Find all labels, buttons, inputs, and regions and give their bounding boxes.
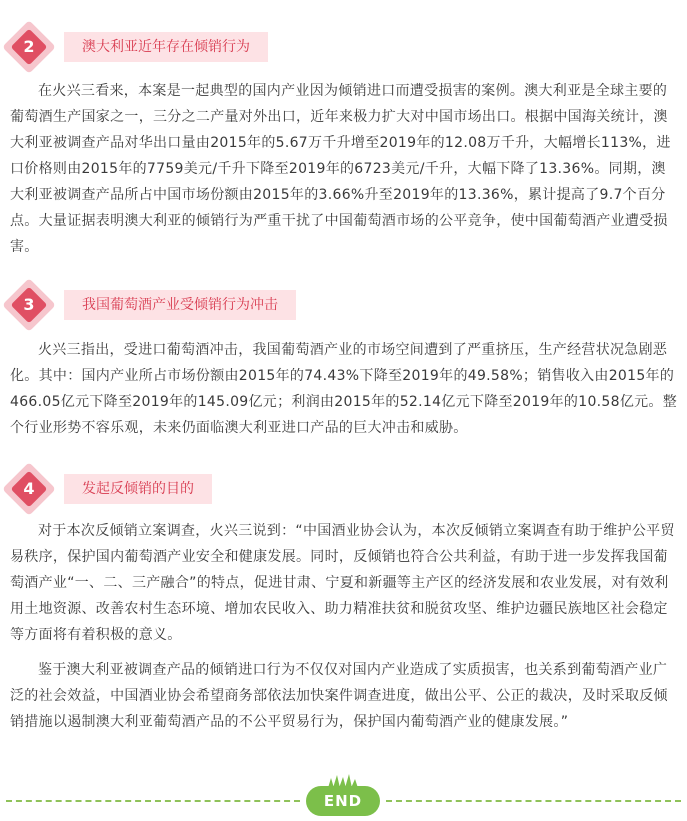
section-number: 2	[23, 37, 35, 56]
section-title: 我国葡萄酒产业受倾销行为冲击	[64, 290, 296, 320]
section-number: 3	[23, 295, 35, 314]
paragraph: 火兴三指出，受进口葡萄酒冲击，我国葡萄酒产业的市场空间遭到了严重挤压，生产经营状况急剧恶化。其中：国内产业所占市场份额由2015年的74.43%下降至2019年的49.58%；销售收入由2015年的466.05亿元下降至2019年的145.09亿元；利润由2015年的52.14亿元下降至2019年的10.58亿元。整个行业形势不容乐观，未来仍面临澳大利亚进口产品的巨大冲击和威胁。	[10, 342, 678, 436]
dashed-line-right	[386, 800, 681, 802]
dashed-line-left	[6, 800, 300, 802]
section-number: 4	[23, 479, 35, 498]
section-header-3	[8, 284, 298, 328]
section-title: 澳大利亚近年存在倾销行为	[64, 32, 268, 62]
section-title: 发起反倾销的目的	[64, 474, 212, 504]
paragraph: 对于本次反倾销立案调查，火兴三说到：“中国酒业协会认为，本次反倾销立案调查有助于维护公平贸易秩序，保护国内葡萄酒产业安全和健康发展。同时，反倾销也符合公共利益，有助于进一步发挥我国葡萄酒产业“一、二、三产融合”的特点，促进甘肃、宁夏和新疆等主产区的经济发展和农业发展，对有效利用土地资源、改善农村生态环境、增加农民收入、助力精准扶贫和脱贫攻坚、维护边疆民族地区社会稳定等方面将有着积极的意义。	[10, 523, 675, 643]
end-label: END	[306, 786, 380, 816]
section-header-2	[8, 26, 298, 70]
end-divider	[0, 772, 687, 821]
section-header-4	[8, 468, 298, 512]
paragraph: 鉴于澳大利亚被调查产品的倾销进口行为不仅仅对国内产业造成了实质损害，也关系到葡萄酒产业广泛的社会效益，中国酒业协会希望商务部依法加快案件调查进度，做出公平、公正的裁决，及时采取反倾销措施以遏制澳大利亚葡萄酒产品的不公平贸易行为，保护国内葡萄酒产业的健康发展。”	[10, 662, 668, 730]
paragraph: 在火兴三看来，本案是一起典型的国内产业因为倾销进口而遭受损害的案例。澳大利亚是全球主要的葡萄酒生产国家之一，三分之二产量对外出口，近年来极力扩大对中国市场出口。根据中国海关统计，澳大利亚被调查产品对华出口量由2015年的5.67万千升增至2019年的12.08万千升，大幅增长113%，进口价格则由2015年的7759美元/千升下降至2019年的6723美元/千升，大幅下降了13.36%。同期，澳大利亚被调查产品所占中国市场份额由2015年的3.66%升至2019年的13.36%，累计提高了9.7个百分点。大量证据表明澳大利亚的倾销行为严重干扰了中国葡萄酒市场的公平竞争，使中国葡萄酒产业遭受损害。	[10, 83, 671, 255]
